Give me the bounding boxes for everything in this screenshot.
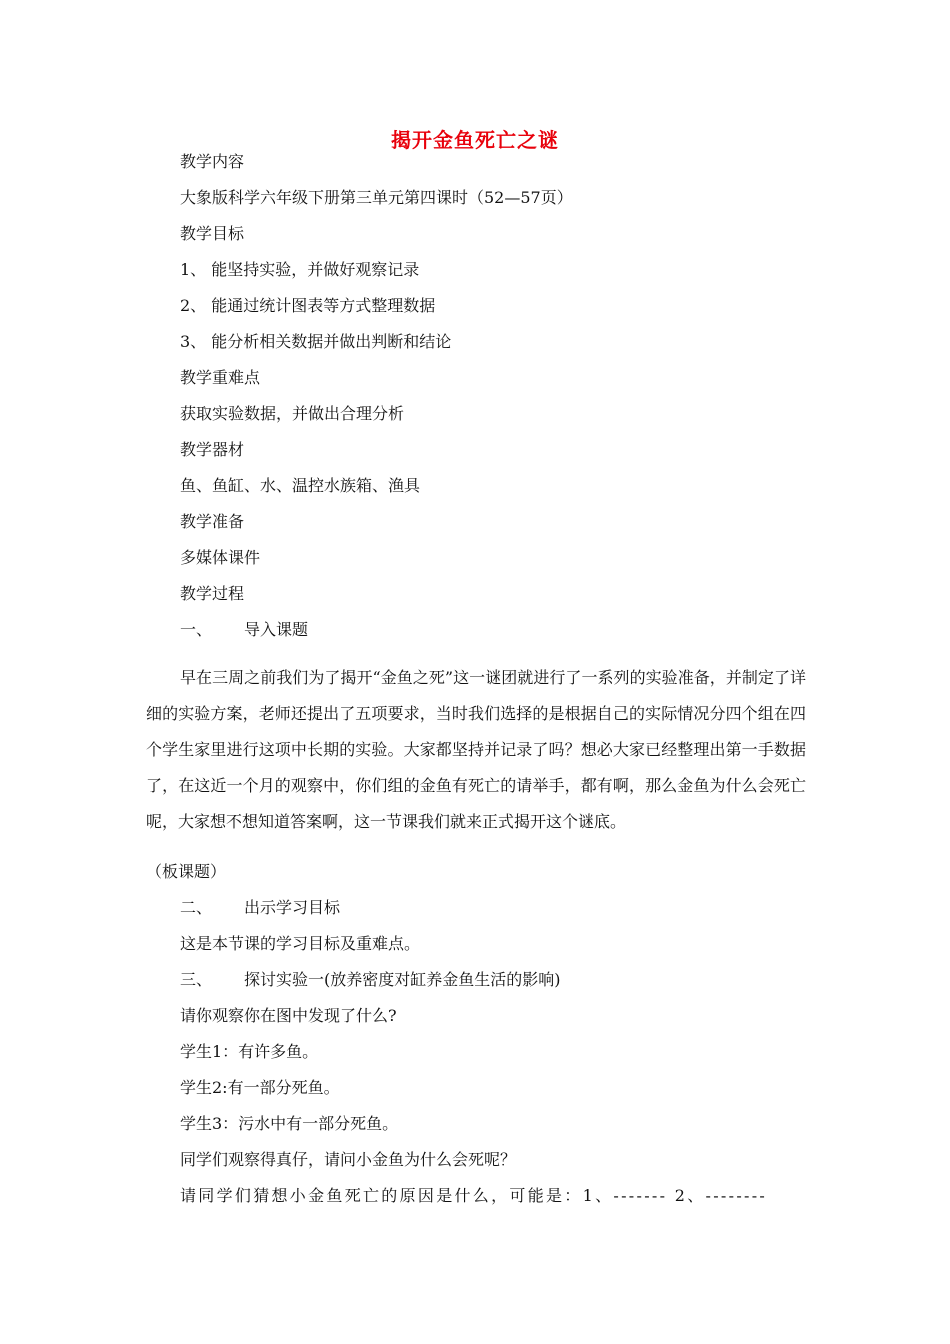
goal-1: 1、 能坚持实验，并做好观察记录 xyxy=(180,260,420,279)
document-title: 揭开金鱼死亡之谜 xyxy=(391,128,559,152)
section-2-label: 出示学习目标 xyxy=(244,898,341,917)
section-1-number: 一、 xyxy=(180,620,213,639)
preparation-text: 多媒体课件 xyxy=(180,548,261,567)
teacher-question-3: 请同学们猜想小金鱼死亡的原因是什么，可能是：1、------- 2、-------- xyxy=(180,1186,768,1205)
student-answer-1: 学生1：有许多鱼。 xyxy=(180,1042,319,1061)
materials-text: 鱼、鱼缸、水、温控水族箱、渔具 xyxy=(180,476,421,495)
teacher-question-2: 同学们观察得真仔，请问小金鱼为什么会死呢？ xyxy=(180,1150,517,1169)
section-3-label: 探讨实验一(放养密度对缸养金鱼生活的影响) xyxy=(244,970,561,989)
heading-materials: 教学器材 xyxy=(180,440,245,459)
section-2-heading xyxy=(180,898,340,918)
intro-paragraph-tail: （板课题） xyxy=(146,862,227,881)
heading-process: 教学过程 xyxy=(180,584,245,603)
heading-teaching-goals: 教学目标 xyxy=(180,224,245,243)
heading-key-points: 教学重难点 xyxy=(180,368,261,387)
teacher-question-1: 请你观察你在图中发现了什么? xyxy=(180,1006,397,1025)
section-3-number: 三、 xyxy=(180,970,213,989)
goal-intro-text: 这是本节课的学习目标及重难点。 xyxy=(180,934,421,953)
student-answer-2: 学生2:有一部分死鱼。 xyxy=(180,1078,340,1097)
section-2-number: 二、 xyxy=(180,898,213,917)
textbook-info: 大象版科学六年级下册第三单元第四课时（52—57页） xyxy=(180,188,573,207)
student-answer-3: 学生3：污水中有一部分死鱼。 xyxy=(180,1114,399,1133)
section-1-label: 导入课题 xyxy=(244,620,309,639)
section-1-heading xyxy=(180,620,308,640)
goal-3: 3、 能分析相关数据并做出判断和结论 xyxy=(180,332,452,351)
section-3-heading xyxy=(180,970,561,990)
heading-teaching-content: 教学内容 xyxy=(180,152,245,171)
key-points-text: 获取实验数据，并做出合理分析 xyxy=(180,404,405,423)
intro-paragraph: 早在三周之前我们为了揭开“金鱼之死”这一谜团就进行了一系列的实验准备，并制定了详细的实验方案，老师还提出了五项要求，当时我们选择的是根据自己的实际情况分四个组在四个学生家里进行这项中长期的实验。大家都坚持并记录了吗？想必大家已经整理出第一手数据了，在这近一个月的观察中，你们组的金鱼有死亡的请举手，都有啊，那么金鱼为什么会死亡呢，大家想不想知道答案啊，这一节课我们就来正式揭开这个谜底。 xyxy=(146,668,806,831)
heading-preparation: 教学准备 xyxy=(180,512,245,531)
goal-2: 2、 能通过统计图表等方式整理数据 xyxy=(180,296,436,315)
